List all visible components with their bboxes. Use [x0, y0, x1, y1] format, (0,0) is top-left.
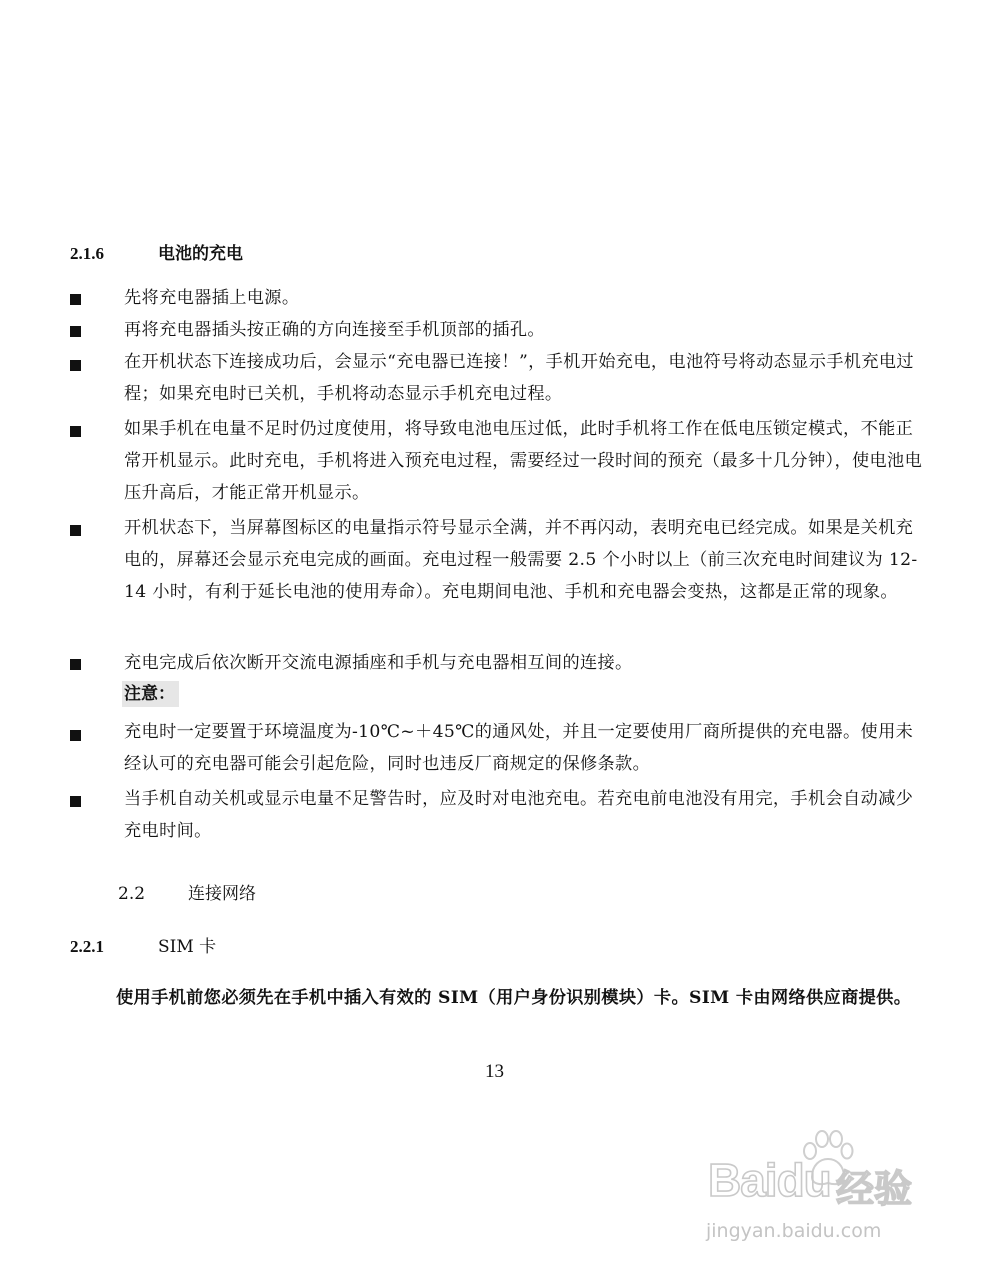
list-item: 再将充电器插头按正确的方向连接至手机顶部的插孔。	[124, 320, 545, 340]
list-item: 开机状态下，当屏幕图标区的电量指示符号显示全满，并不再闪动，表明充电已经完成。如果是关机充电的，屏幕还会显示充电完成的画面。充电过程一般需要 2.5 个小时以上（前三次充电时间建议为 12-14 小时，有利于延长电池的使用寿命）。充电期间电池、手机和充电器会变热，这都是正常的现象。	[124, 518, 918, 602]
list-item: 如果手机在电量不足时仍过度使用，将导致电池电压过低，此时手机将工作在低电压锁定模式，不能正常开机显示。此时充电，手机将进入预充电过程，需要经过一段时间的预充（最多十几分钟），使电池电压升高后，才能正常开机显示。	[124, 419, 923, 503]
section-heading-2-1-6	[70, 243, 243, 265]
watermark-brand-cn: 经验	[836, 1167, 913, 1211]
note-item: 当手机自动关机或显示电量不足警告时，应及时对电池充电。若充电前电池没有用完，手机会自动减少充电时间。	[124, 789, 914, 841]
baidu-watermark	[686, 1125, 946, 1255]
list-item: 先将充电器插上电源。	[124, 288, 300, 308]
page-number: 13	[485, 1061, 504, 1082]
section-title: 连接网络	[188, 884, 256, 904]
section-number: 2.2.1	[70, 937, 104, 956]
bullet-square-icon	[70, 290, 88, 305]
section-heading-2-2-1	[70, 936, 216, 958]
bullet-square-icon	[70, 356, 88, 371]
bullet-square-icon	[70, 726, 88, 741]
list-item: 在开机状态下连接成功后，会显示“充电器已连接！”，手机开始充电，电池符号将动态显示手机充电过程；如果充电时已关机，手机将动态显示手机充电过程。	[124, 352, 914, 404]
list-item: 充电完成后依次断开交流电源插座和手机与充电器相互间的连接。	[124, 653, 633, 673]
bullet-square-icon	[70, 521, 88, 536]
section-number: 2.1.6	[70, 244, 104, 263]
bullet-square-icon	[70, 422, 88, 437]
bullet-square-icon	[70, 655, 88, 670]
sim-paragraph: 使用手机前您必须先在手机中插入有效的 SIM（用户身份识别模块）卡。SIM 卡由网络供应商提供。	[116, 988, 912, 1008]
section-heading-2-2	[118, 883, 256, 905]
watermark-brand: Baidu	[708, 1154, 831, 1206]
bullet-square-icon	[70, 792, 88, 807]
note-label: 注意：	[122, 681, 179, 707]
section-title: SIM 卡	[158, 937, 217, 957]
section-title: 电池的充电	[158, 244, 243, 264]
bullet-square-icon	[70, 322, 88, 337]
watermark-url: jingyan.baidu.com	[706, 1220, 882, 1242]
section-number: 2.2	[118, 884, 146, 904]
note-item: 充电时一定要置于环境温度为-10℃~＋45℃的通风处，并且一定要使用厂商所提供的充电器。使用未经认可的充电器可能会引起危险，同时也违反厂商规定的保修条款。	[124, 722, 914, 774]
